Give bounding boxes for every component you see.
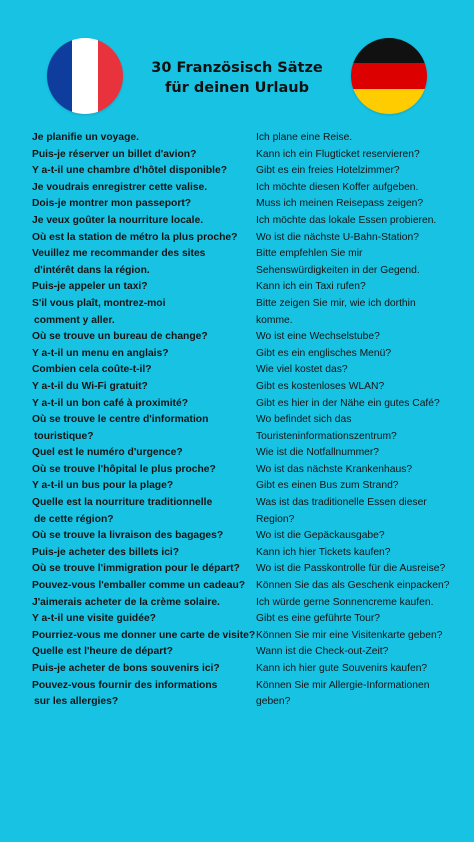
- phrase-row: [0, 329, 474, 346]
- french-phrase: [32, 246, 247, 279]
- french-phrase-line: Je planifie un voyage.: [32, 132, 140, 143]
- french-phrase: [32, 396, 247, 413]
- german-phrase-line: geben?: [256, 696, 291, 708]
- french-phrase: [32, 180, 247, 197]
- phrase-row: [0, 362, 474, 379]
- german-phrase-line: Ich möchte das lokale Essen probieren.: [256, 214, 437, 226]
- german-phrase-line: Bitte zeigen Sie mir, wie ich dorthin: [256, 297, 416, 309]
- phrase-row: [0, 246, 474, 279]
- german-phrase: [256, 279, 456, 296]
- german-phrase-line: Gibt es eine geführte Tour?: [256, 613, 381, 625]
- phrase-row: [0, 545, 474, 562]
- german-phrase-line: Gibt es einen Bus zum Strand?: [256, 480, 399, 492]
- french-phrase: [32, 528, 247, 545]
- french-phrase: [32, 661, 247, 678]
- german-phrase: [256, 478, 456, 495]
- french-phrase-line: Où se trouve un bureau de change?: [32, 331, 208, 343]
- german-phrase: [256, 396, 456, 413]
- phrase-list: [0, 130, 474, 711]
- german-phrase: [256, 628, 456, 645]
- german-phrase-line: Können Sie mir Allergie-Informationen: [256, 679, 430, 691]
- french-phrase: [32, 628, 256, 645]
- german-phrase: [256, 163, 456, 180]
- german-phrase-line: Können Sie das als Geschenk einpacken?: [256, 580, 450, 592]
- phrase-row: [0, 163, 474, 180]
- german-phrase: [256, 196, 456, 213]
- german-phrase-line: Wann ist die Check-out-Zeit?: [256, 646, 389, 658]
- german-phrase: [256, 329, 456, 346]
- german-flag-icon: [351, 38, 427, 114]
- german-phrase: [256, 661, 456, 678]
- german-phrase: [256, 362, 456, 379]
- french-phrase-line: Puis-je appeler un taxi?: [32, 281, 148, 293]
- french-phrase-line: de cette région?: [34, 513, 114, 525]
- german-phrase-line: Was ist das traditionelle Essen dieser: [256, 497, 427, 509]
- french-phrase: [32, 279, 247, 296]
- german-phrase-line: Wo ist die nächste U-Bahn-Station?: [256, 231, 419, 243]
- french-phrase: [32, 296, 247, 329]
- french-phrase: [32, 130, 247, 147]
- french-phrase-line: Où se trouve l'immigration pour le départ?: [32, 563, 240, 575]
- phrase-row: [0, 595, 474, 612]
- french-phrase: [32, 379, 247, 396]
- french-phrase-line: Pourriez-vous me donner une carte de visite?: [32, 629, 256, 641]
- phrase-row: [0, 279, 474, 296]
- french-phrase-line: Puis-je acheter des billets ici?: [32, 546, 180, 558]
- german-phrase-line: Gibt es hier in der Nähe ein gutes Café?: [256, 397, 440, 409]
- french-phrase-line: Pouvez-vous fournir des informations: [32, 679, 218, 691]
- french-phrase-line: J'aimerais acheter de la crème solaire.: [32, 596, 220, 608]
- french-phrase: [32, 678, 247, 711]
- german-phrase-line: Gibt es kostenloses WLAN?: [256, 380, 385, 392]
- french-phrase-line: Où se trouve l'hôpital le plus proche?: [32, 463, 216, 475]
- french-phrase: [32, 147, 247, 164]
- french-phrase: [32, 478, 247, 495]
- phrase-row: [0, 561, 474, 578]
- french-phrase: [32, 346, 247, 363]
- de-black-stripe: [351, 38, 427, 63]
- french-phrase-line: Je voudrais enregistrer cette valise.: [32, 181, 208, 193]
- french-phrase: [32, 611, 247, 628]
- french-phrase-line: Veuillez me recommander des sites: [32, 248, 206, 260]
- phrase-row: [0, 130, 474, 147]
- phrase-row: [0, 578, 474, 595]
- phrase-row: [0, 379, 474, 396]
- phrase-row: [0, 296, 474, 329]
- german-phrase: [256, 561, 456, 578]
- french-phrase-line: Je veux goûter la nourriture locale.: [32, 214, 204, 226]
- french-phrase: [32, 495, 247, 528]
- german-phrase-line: Kann ich hier Tickets kaufen?: [256, 546, 391, 558]
- de-gold-stripe: [351, 89, 427, 114]
- phrase-row: [0, 462, 474, 479]
- french-phrase: [32, 213, 247, 230]
- french-phrase: [32, 230, 247, 247]
- french-phrase-line: Quelle est l'heure de départ?: [32, 646, 173, 658]
- french-phrase: [32, 578, 247, 595]
- title-line-1: 30 Französisch Sätze: [151, 60, 323, 76]
- german-phrase: [256, 595, 456, 612]
- german-phrase-line: Wo ist die Gepäckausgabe?: [256, 530, 385, 542]
- french-phrase: [32, 412, 247, 445]
- german-phrase-line: Wo ist das nächste Krankenhaus?: [256, 463, 413, 475]
- german-phrase: [256, 545, 456, 562]
- german-phrase-line: Können Sie mir eine Visitenkarte geben?: [256, 629, 443, 641]
- german-phrase-line: Kann ich ein Flugticket reservieren?: [256, 148, 420, 160]
- german-phrase: [256, 147, 456, 164]
- phrase-row: [0, 180, 474, 197]
- french-phrase-line: Quelle est la nourriture traditionnelle: [32, 497, 213, 509]
- german-phrase: [256, 246, 456, 279]
- german-phrase-line: Ich würde gerne Sonnencreme kaufen.: [256, 596, 434, 608]
- german-phrase: [256, 346, 456, 363]
- phrase-row: [0, 196, 474, 213]
- german-phrase-line: Kann ich hier gute Souvenirs kaufen?: [256, 663, 428, 674]
- french-phrase: [32, 595, 247, 612]
- french-phrase: [32, 545, 247, 562]
- french-phrase-line: Où est la station de métro la plus proche?: [32, 231, 238, 243]
- title-line-2: für deinen Urlaub: [165, 80, 309, 96]
- phrase-row: [0, 611, 474, 628]
- german-phrase-line: Ich möchte diesen Koffer aufgeben.: [256, 181, 419, 193]
- german-phrase: [256, 230, 456, 247]
- french-phrase-line: comment y aller.: [34, 314, 115, 326]
- french-phrase: [32, 445, 247, 462]
- german-phrase-line: Gibt es ein englisches Menü?: [256, 347, 392, 359]
- french-phrase-line: d'intérêt dans la région.: [34, 264, 150, 276]
- french-phrase-line: Y a-t-il un bus pour la plage?: [32, 480, 174, 492]
- german-phrase-line: Wo ist die Passkontrolle für die Ausreise?: [256, 563, 446, 575]
- german-phrase-line: Wo befindet sich das: [256, 414, 352, 426]
- german-phrase: [256, 213, 456, 230]
- french-phrase: [32, 196, 247, 213]
- french-phrase-line: Y a-t-il une chambre d'hôtel disponible?: [32, 165, 228, 177]
- german-phrase-line: Bitte empfehlen Sie mir: [256, 248, 363, 260]
- german-phrase-line: Sehenswürdigkeiten in der Gegend.: [256, 264, 420, 276]
- french-phrase: [32, 362, 247, 379]
- french-phrase-line: Y a-t-il un menu en anglais?: [32, 347, 169, 359]
- german-phrase: [256, 412, 456, 445]
- german-phrase-line: Wo ist eine Wechselstube?: [256, 331, 380, 343]
- french-phrase-line: Y a-t-il une visite guidée?: [32, 613, 156, 625]
- phrase-row: [0, 230, 474, 247]
- german-phrase-line: Ich plane eine Reise.: [256, 132, 353, 143]
- phrase-row: [0, 445, 474, 462]
- french-phrase-line: Combien cela coûte-t-il?: [32, 364, 152, 376]
- german-phrase-line: komme.: [256, 314, 293, 326]
- french-phrase-line: Puis-je réserver un billet d'avion?: [32, 148, 197, 160]
- french-phrase-line: Quel est le numéro d'urgence?: [32, 447, 183, 459]
- phrase-row: [0, 678, 474, 711]
- german-phrase-line: Touristeninformationszentrum?: [256, 430, 397, 442]
- german-phrase: [256, 644, 456, 661]
- de-red-stripe: [351, 63, 427, 88]
- german-phrase: [256, 678, 456, 711]
- german-phrase: [256, 445, 456, 462]
- german-phrase: [256, 379, 456, 396]
- german-phrase-line: Wie viel kostet das?: [256, 364, 348, 376]
- german-phrase-line: Wie ist die Notfallnummer?: [256, 447, 380, 459]
- french-phrase-line: Y a-t-il du Wi-Fi gratuit?: [32, 380, 148, 392]
- german-phrase: [256, 578, 456, 595]
- phrase-row: [0, 147, 474, 164]
- german-phrase: [256, 180, 456, 197]
- phrase-row: [0, 346, 474, 363]
- german-phrase-line: Gibt es ein freies Hotelzimmer?: [256, 165, 400, 177]
- french-phrase: [32, 163, 247, 180]
- phrase-row: [0, 213, 474, 230]
- french-phrase-line: S'il vous plaît, montrez-moi: [32, 297, 166, 309]
- german-phrase: [256, 611, 456, 628]
- french-phrase-line: Dois-je montrer mon passeport?: [32, 198, 192, 210]
- german-phrase: [256, 528, 456, 545]
- german-phrase: [256, 296, 456, 329]
- french-phrase-line: Y a-t-il un bon café à proximité?: [32, 397, 189, 409]
- german-phrase-line: Region?: [256, 513, 295, 525]
- phrase-row: [0, 478, 474, 495]
- french-phrase-line: Pouvez-vous l'emballer comme un cadeau?: [32, 580, 246, 592]
- german-phrase: [256, 495, 456, 528]
- phrase-row: [0, 396, 474, 413]
- french-phrase-line: Où se trouve la livraison des bagages?: [32, 530, 224, 542]
- french-phrase-line: touristique?: [34, 430, 94, 442]
- french-phrase-line: sur les allergies?: [34, 696, 119, 708]
- german-phrase-line: Muss ich meinen Reisepass zeigen?: [256, 198, 424, 210]
- french-phrase: [32, 561, 247, 578]
- french-phrase-line: Où se trouve le centre d'information: [32, 414, 209, 426]
- german-phrase: [256, 462, 456, 479]
- french-phrase: [32, 329, 247, 346]
- phrase-row: [0, 495, 474, 528]
- phrase-row: [0, 412, 474, 445]
- french-phrase-line: Puis-je acheter de bons souvenirs ici?: [32, 663, 220, 674]
- phrase-row: [0, 528, 474, 545]
- french-phrase: [32, 462, 247, 479]
- phrase-row: [0, 628, 474, 645]
- phrase-row: [0, 661, 474, 678]
- french-phrase: [32, 644, 247, 661]
- german-phrase-line: Kann ich ein Taxi rufen?: [256, 281, 366, 293]
- german-phrase: [256, 130, 456, 147]
- phrase-row: [0, 644, 474, 661]
